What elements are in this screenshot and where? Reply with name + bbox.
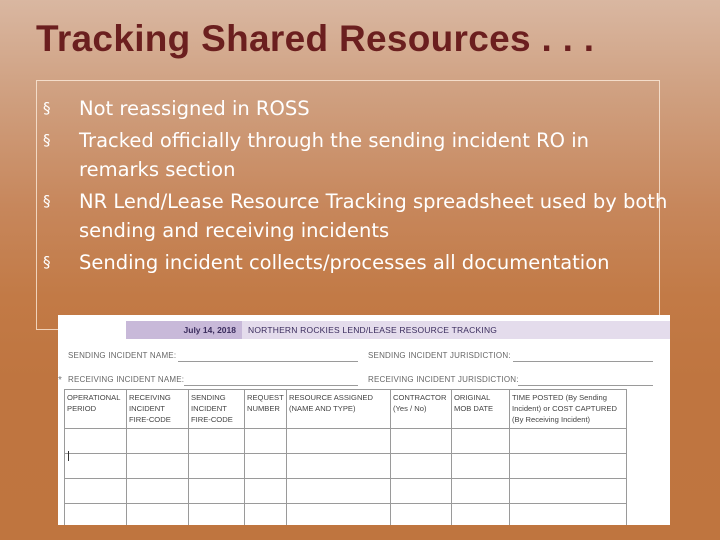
column-header: ORIGINAL MOB DATE — [452, 390, 510, 429]
sending-incident-name-label: SENDING INCIDENT NAME: — [68, 351, 177, 360]
receiving-incident-name-field — [184, 385, 358, 386]
table-header-row — [65, 390, 627, 429]
text-cursor-icon — [68, 451, 69, 461]
column-header: CONTRACTOR (Yes / No) — [391, 390, 452, 429]
table-row — [65, 429, 627, 454]
column-header: REQUEST NUMBER — [245, 390, 287, 429]
sheet-date: July 14, 2018 — [126, 321, 242, 339]
bullet-text: NR Lend/Lease Resource Tracking spreadsheet used by both sending and receiving incidents — [79, 190, 668, 242]
sending-jurisdiction-label: SENDING INCIDENT JURISDICTION: — [368, 351, 511, 360]
bullet-marker-icon: § — [43, 131, 51, 149]
tracking-table — [64, 389, 627, 525]
column-header: RESOURCE ASSIGNED (NAME AND TYPE) — [287, 390, 391, 429]
bullet-text: Not reassigned in ROSS — [79, 97, 310, 120]
slide-title: Tracking Shared Resources . . . — [36, 18, 595, 59]
row-marker: * — [58, 375, 62, 386]
bullet-text: Tracked officially through the sending incident RO in remarks section — [79, 129, 589, 181]
table-row — [65, 454, 627, 479]
table-row — [65, 479, 627, 504]
bullet-item — [43, 94, 673, 123]
column-header: TIME POSTED (By Sending Incident) or COST CAPTURED (By Receiving Incident) — [510, 390, 627, 429]
table-row — [65, 504, 627, 526]
spreadsheet-header — [58, 321, 670, 339]
receiving-incident-name-label: RECEIVING INCIDENT NAME: — [68, 375, 185, 384]
column-header: RECEIVING INCIDENT FIRE-CODE — [127, 390, 189, 429]
column-header: SENDING INCIDENT FIRE-CODE — [189, 390, 245, 429]
sending-incident-name-field — [178, 361, 358, 362]
bullet-marker-icon: § — [43, 192, 51, 210]
bullet-list — [43, 94, 673, 280]
bullet-item — [43, 248, 673, 277]
bullet-marker-icon: § — [43, 99, 51, 117]
column-header: OPERATIONAL PERIOD — [65, 390, 127, 429]
sending-jurisdiction-field — [513, 361, 653, 362]
bullet-marker-icon: § — [43, 253, 51, 271]
bullet-item — [43, 126, 673, 184]
bullet-text: Sending incident collects/processes all documentation — [79, 251, 610, 274]
tracking-spreadsheet-image — [58, 315, 670, 525]
bullet-item — [43, 187, 673, 245]
receiving-jurisdiction-label: RECEIVING INCIDENT JURISDICTION: — [368, 375, 519, 384]
receiving-jurisdiction-field — [518, 385, 653, 386]
sheet-title: NORTHERN ROCKIES LEND/LEASE RESOURCE TRACKING — [248, 325, 498, 335]
